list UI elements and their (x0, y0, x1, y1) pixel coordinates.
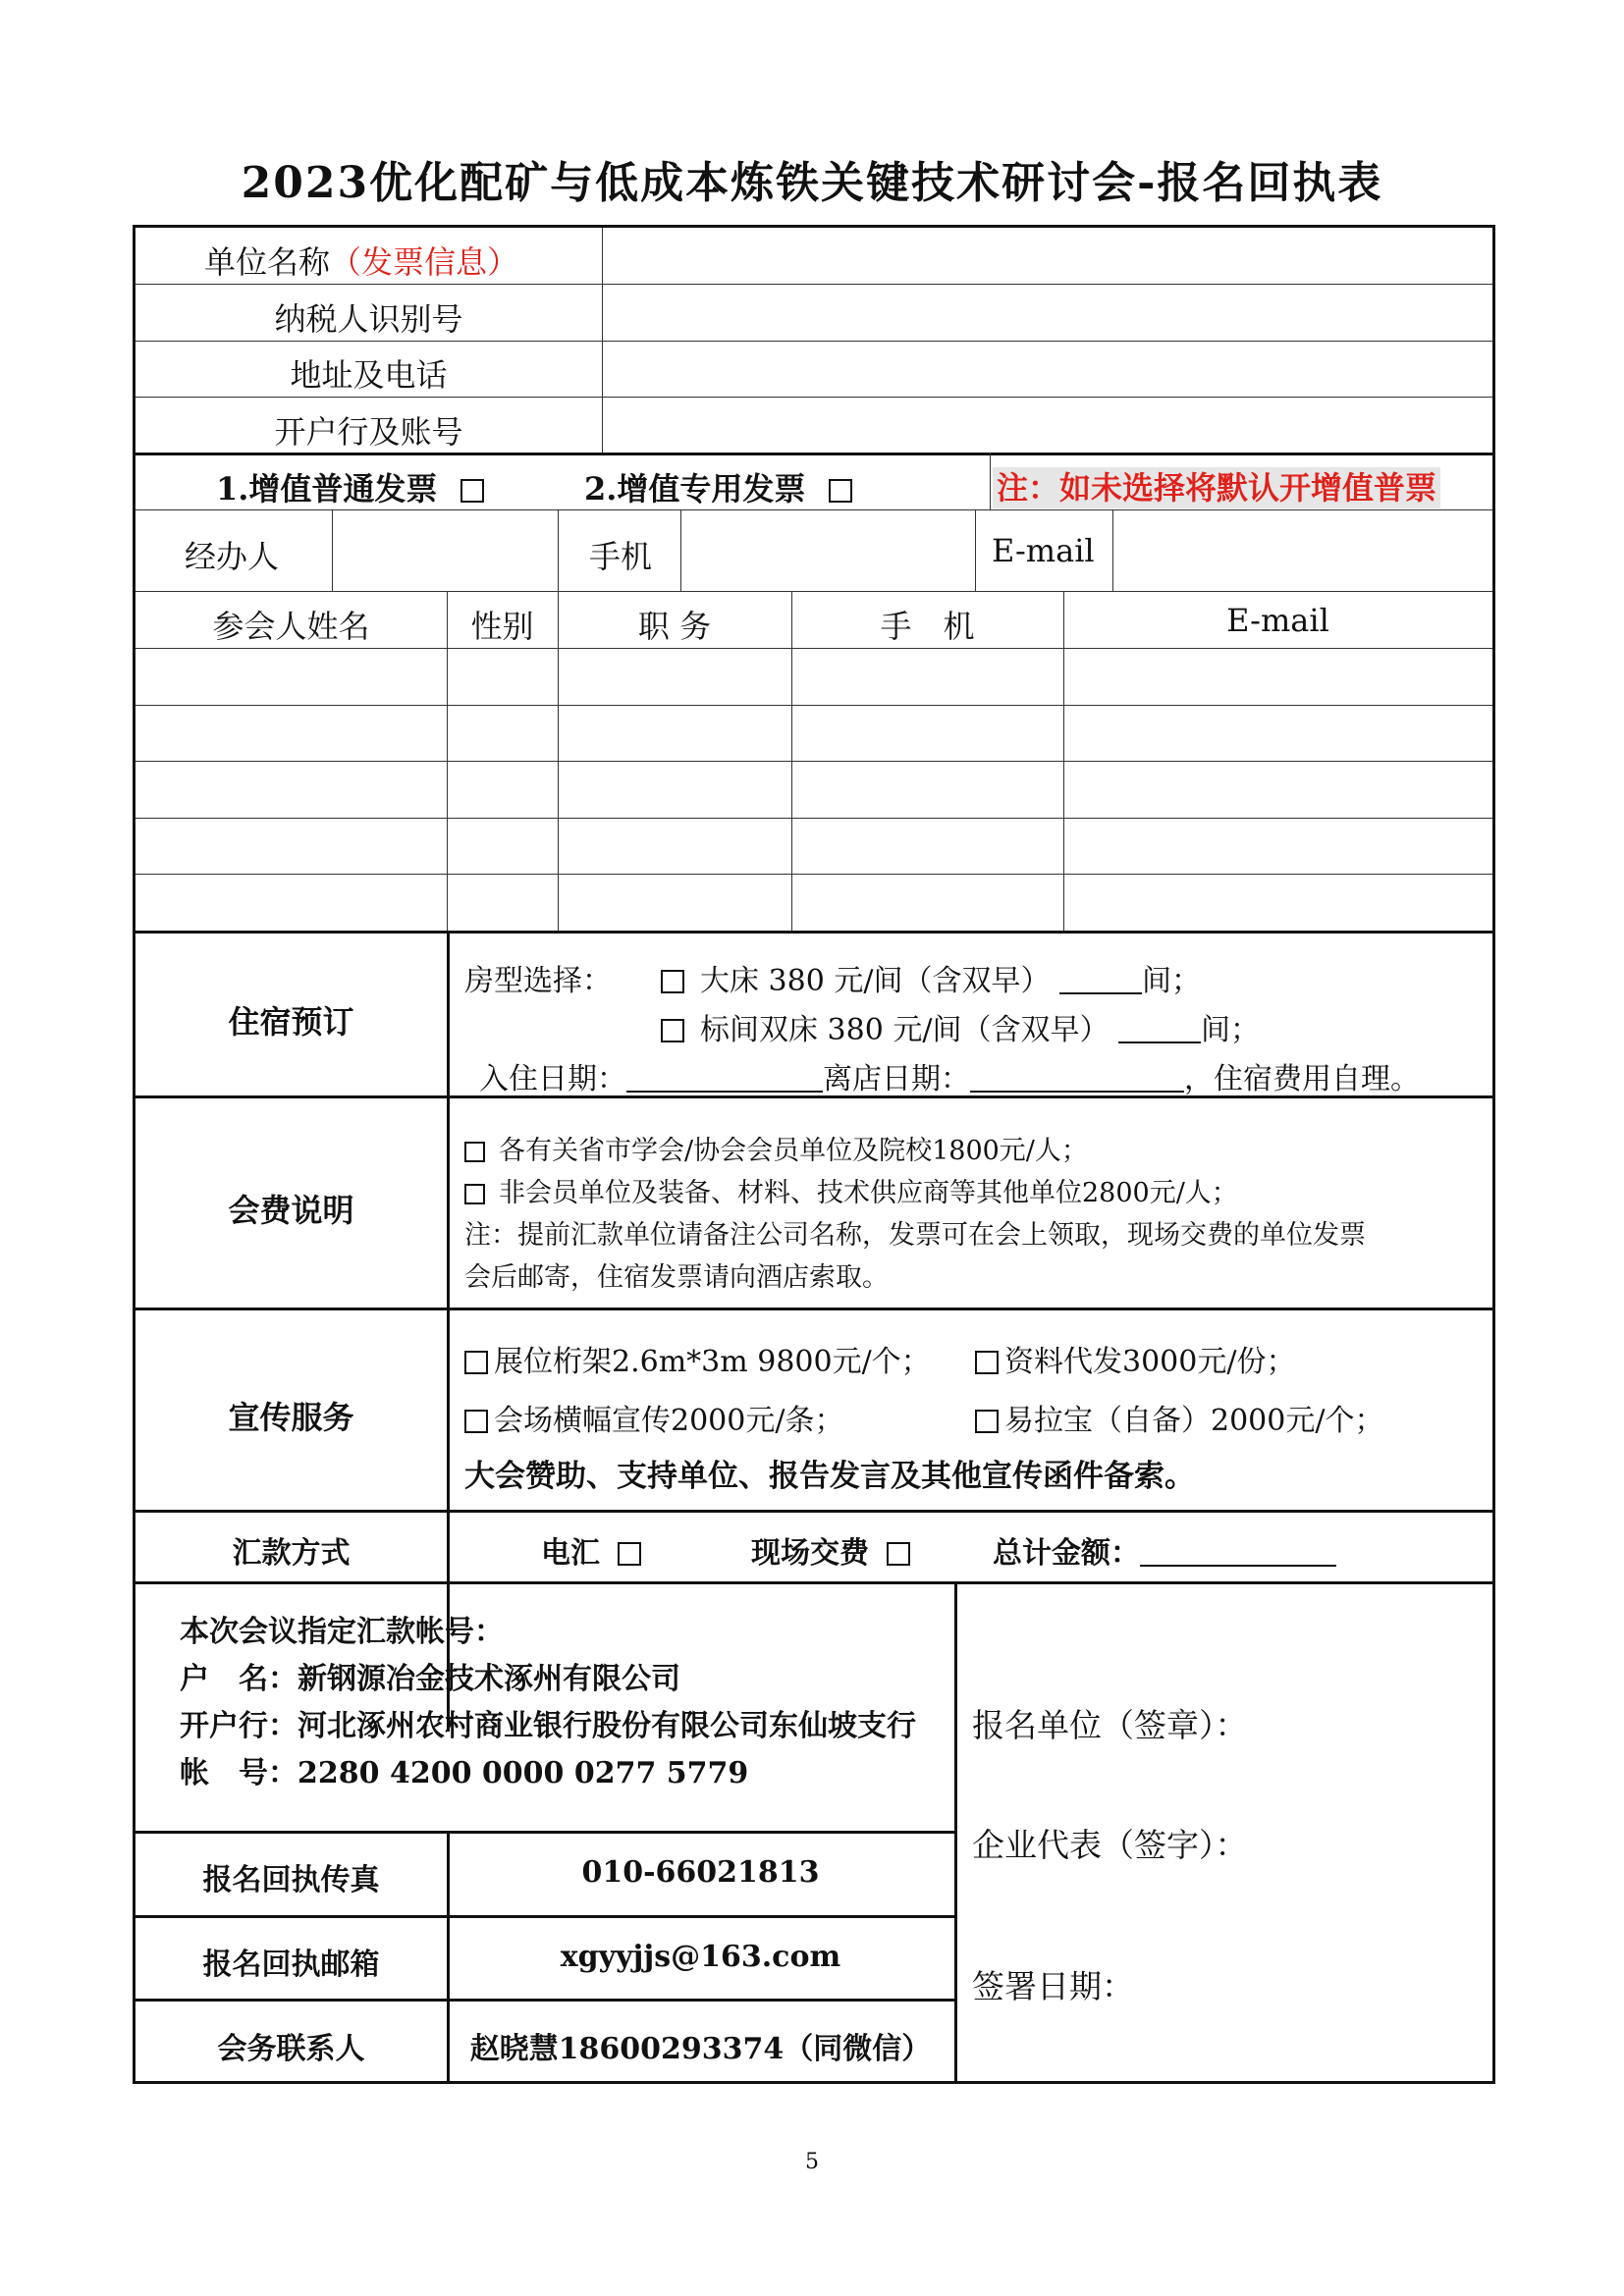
banner-option[interactable] (464, 1396, 843, 1439)
page-number: 5 (805, 2150, 819, 2174)
divider (135, 818, 1492, 819)
divider (558, 509, 559, 591)
attendee-row[interactable] (135, 876, 1492, 930)
email-label: 报名回执邮箱 (202, 1948, 380, 1982)
rollup-option[interactable] (975, 1396, 1383, 1439)
big-bed-checkbox[interactable] (661, 970, 684, 993)
default-invoice-note (993, 463, 1440, 508)
invoice-info-note: （发票信息） (330, 243, 519, 281)
twin-unit: 间； (1201, 1013, 1260, 1047)
wire-label: 电汇 (541, 1536, 600, 1571)
onsite-option[interactable] (751, 1528, 910, 1572)
divider (135, 931, 1492, 934)
account-bank: 河北涿州农村商业银行股份有限公司东仙坡支行 (298, 1709, 916, 1743)
attendee-gender-header: 性别 (470, 608, 534, 645)
attendee-row[interactable] (135, 707, 1492, 760)
nonmember-fee-option[interactable] (464, 1171, 1238, 1209)
handler-label: 经办人 (185, 538, 280, 575)
checkout-label: 离店日期： (823, 1062, 970, 1096)
attendee-email-header: E-mail (1226, 602, 1329, 639)
material-option[interactable] (975, 1337, 1295, 1380)
divider (135, 1308, 1492, 1310)
divider (602, 228, 603, 453)
divider (332, 509, 333, 591)
bank-account-label: 开户行及账号 (274, 413, 463, 451)
invoice-option-1-label: 1.增值普通发票 (216, 470, 438, 507)
rollup-text: 易拉宝（自备）2000元/个； (1004, 1404, 1384, 1438)
unit-name-label (204, 238, 518, 283)
signature-unit-label: 报名单位（签章）： (972, 1706, 1248, 1744)
attendee-row[interactable] (135, 820, 1492, 873)
total-amount-label: 总计金额： (993, 1536, 1140, 1571)
attendee-title-header: 职 务 (637, 608, 712, 645)
invoice-option-2[interactable] (584, 464, 852, 509)
bank-account-field[interactable] (604, 399, 1492, 452)
fee-note-1: 注：提前汇款单位请备注公司名称，发票可在会上领取，现场交费的单位发票 (464, 1220, 1366, 1251)
unit-name-field[interactable] (604, 228, 1492, 283)
stay-dates-line (479, 1054, 1420, 1097)
big-bed-count-blank[interactable] (1059, 992, 1142, 994)
nonmember-fee-text: 非会员单位及装备、材料、技术供应商等其他单位2800元/人； (499, 1178, 1238, 1208)
fax-label: 报名回执传真 (202, 1863, 380, 1897)
account-number-label: 帐 号： (180, 1756, 298, 1790)
address-phone-label: 地址及电话 (290, 356, 448, 394)
payment-label: 汇款方式 (232, 1536, 351, 1571)
rollup-checkbox[interactable] (975, 1410, 999, 1433)
divider (990, 453, 991, 509)
divider (975, 509, 976, 591)
wire-checkbox[interactable] (618, 1542, 641, 1566)
room-type-label: 房型选择： (464, 964, 612, 998)
big-bed-unit: 间； (1142, 964, 1201, 998)
checkout-blank[interactable] (970, 1091, 1184, 1093)
lodging-label: 住宿预订 (228, 1003, 354, 1041)
divider (135, 1999, 956, 2002)
divider (135, 1915, 956, 1918)
promo-label: 宣传服务 (228, 1399, 354, 1436)
invoice-option-2-checkbox[interactable] (829, 479, 852, 503)
account-bank-line (180, 1701, 916, 1744)
twin-option[interactable] (661, 1005, 1260, 1048)
fees-label: 会费说明 (228, 1192, 354, 1229)
material-text: 资料代发3000元/份； (1004, 1345, 1296, 1379)
booth-option[interactable] (464, 1337, 931, 1380)
signature-rep-label: 企业代表（签字）： (972, 1826, 1248, 1864)
divider (135, 1510, 1492, 1513)
invoice-option-2-label: 2.增值专用发票 (584, 470, 806, 507)
divider (1112, 509, 1113, 591)
big-bed-option[interactable] (661, 956, 1201, 999)
invoice-option-1[interactable] (216, 464, 484, 509)
divider (135, 1831, 956, 1834)
twin-count-blank[interactable] (1118, 1041, 1201, 1043)
address-phone-field[interactable] (604, 343, 1492, 396)
divider (135, 453, 1492, 455)
banner-checkbox[interactable] (464, 1410, 488, 1433)
account-bank-label: 开户行： (180, 1709, 298, 1743)
divider (135, 509, 1492, 510)
taxpayer-id-field[interactable] (604, 286, 1492, 340)
divider (135, 591, 1492, 592)
invoice-option-1-checkbox[interactable] (460, 479, 484, 503)
member-fee-text: 各有关省市学会/协会会员单位及院校1800元/人； (499, 1136, 1088, 1166)
checkin-label: 入住日期： (479, 1062, 626, 1096)
onsite-checkbox[interactable] (887, 1542, 910, 1566)
contact-person-label: 会务联系人 (217, 2032, 365, 2066)
signature-area[interactable] (957, 1584, 1492, 2081)
divider (135, 648, 1492, 649)
email-address: xgyyjjs@163.com (560, 1940, 841, 1974)
default-invoice-note-text: 注：如未选择将默认开增值普票 (993, 467, 1440, 508)
booth-text: 展位桁架2.6m*3m 9800元/个； (494, 1345, 931, 1379)
divider (135, 341, 1492, 342)
attendee-row[interactable] (135, 650, 1492, 704)
attendee-name-header: 参会人姓名 (212, 608, 370, 645)
booth-checkbox[interactable] (464, 1351, 488, 1374)
wire-option[interactable] (541, 1528, 641, 1572)
banner-text: 会场横幅宣传2000元/条； (494, 1404, 844, 1438)
unit-name-text: 单位名称 (204, 243, 331, 281)
sponsor-note: 大会赞助、支持单位、报告发言及其他宣传函件备索。 (464, 1459, 1195, 1494)
room-type-line (464, 956, 612, 999)
fax-number: 010-66021813 (581, 1855, 820, 1890)
total-amount-blank[interactable] (1140, 1565, 1336, 1567)
attendee-row[interactable] (135, 763, 1492, 817)
handler-phone-field[interactable] (682, 511, 974, 590)
material-checkbox[interactable] (975, 1351, 999, 1374)
taxpayer-id-label: 纳税人识别号 (274, 300, 463, 338)
big-bed-label: 大床 380 元/间（含双早） (700, 964, 1051, 998)
handler-email-field[interactable] (1114, 511, 1492, 590)
account-name-label: 户 名： (180, 1662, 298, 1696)
member-fee-checkbox[interactable] (464, 1142, 485, 1162)
account-number: 2280 4200 0000 0277 5779 (298, 1756, 749, 1790)
handler-field[interactable] (334, 511, 557, 590)
total-amount (993, 1528, 1336, 1572)
twin-label: 标间双床 380 元/间（含双早） (700, 1013, 1110, 1047)
nonmember-fee-checkbox[interactable] (464, 1184, 485, 1204)
self-pay-note: ，住宿费用自理。 (1184, 1062, 1420, 1096)
account-heading: 本次会议指定汇款帐号： (180, 1615, 504, 1649)
fee-note-2: 会后邮寄，住宿发票请向酒店索取。 (464, 1262, 889, 1293)
divider (680, 509, 681, 591)
account-number-line (180, 1748, 748, 1791)
handler-phone-label: 手机 (589, 538, 653, 575)
form-title: 2023优化配矿与低成本炼铁关键技术研讨会-报名回执表 (241, 158, 1383, 208)
attendee-phone-header: 手 机 (880, 608, 975, 645)
divider (135, 705, 1492, 706)
divider (135, 397, 1492, 398)
account-name: 新钢源冶金技术涿州有限公司 (298, 1662, 680, 1696)
member-fee-option[interactable] (464, 1129, 1088, 1167)
contact-person: 赵晓慧18600293374（同微信） (469, 2032, 932, 2066)
divider (135, 761, 1492, 762)
divider (135, 874, 1492, 875)
divider (135, 284, 1492, 285)
twin-checkbox[interactable] (661, 1019, 684, 1042)
handler-email-label: E-mail (992, 532, 1095, 569)
onsite-label: 现场交费 (751, 1536, 869, 1571)
registration-form (133, 225, 1495, 2084)
signature-date-label: 签署日期： (972, 1967, 1134, 2005)
checkin-blank[interactable] (626, 1091, 823, 1093)
account-name-line (180, 1654, 680, 1697)
